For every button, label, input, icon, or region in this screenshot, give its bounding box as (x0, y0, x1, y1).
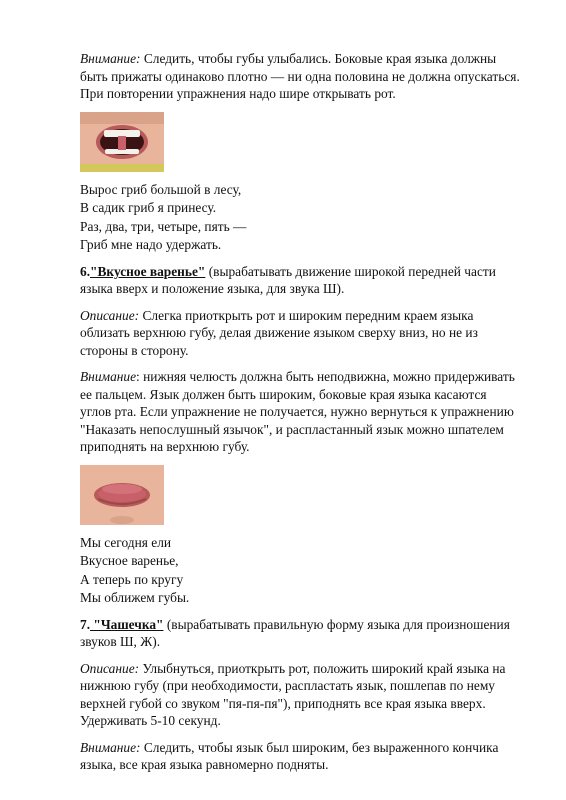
poem-line: Мы сегодня ели (80, 534, 172, 550)
attention-paragraph-1 (80, 50, 520, 103)
poem-line: Гриб мне надо удержать. (80, 237, 222, 252)
exercise-7-description (80, 660, 520, 730)
attention-text: Следить, чтобы губы улыбались. Боковые края языка должны быть прижаты одинаково плотно — ни одна половина не должна опускаться. При повторении упражнения надо шире открывать рот. (80, 51, 520, 101)
document-page (80, 50, 520, 783)
exercise-6-description (80, 307, 520, 360)
poem-jam (80, 534, 520, 608)
exercise-6-attention (80, 368, 520, 456)
poem-line: Вкусное варенье, (80, 553, 179, 568)
description-text: Слегка приоткрыть рот и широким передним краем языка облизать верхнюю губу, делая движение языком сверху вниз, но не из стороны в сторону. (80, 307, 478, 358)
exercise-number: 7. (80, 616, 91, 632)
mouth-photo-jam (80, 465, 164, 525)
attention-text: : нижняя челюсть должна быть неподвижна, можно придерживать ее пальцем. Язык должен быть широким, боковые края языка касаются углов рта. Если упражнение не получается, нужно вернуться к упражнению "Наказать непослушный язычок", и распластанный язык можно шпателем приподнять на верхнюю губу. (80, 369, 515, 454)
exercise-7-heading (80, 616, 520, 651)
poem-line: В садик гриб я принесу. (80, 200, 217, 215)
attention-label: Внимание: (80, 51, 141, 66)
poem-mushroom (80, 181, 520, 255)
exercise-desc: (вырабатывать движение широкой передней части языка вверх и положение языка, для звука Ш). (80, 263, 496, 296)
mouth-photo-mushroom (80, 112, 164, 172)
exercise-6-heading (80, 263, 520, 298)
exercise-title: "Вкусное варенье" (90, 263, 206, 279)
poem-line: Вырос гриб большой в лесу, (80, 181, 242, 197)
attention-text: Следить, чтобы язык был широким, без выраженного кончика языка, все края языка равномерно подняты. (80, 739, 499, 772)
poem-line: Мы оближем губы. (80, 590, 190, 605)
description-label: Описание: (80, 660, 140, 676)
exercise-desc: (вырабатывать правильную форму языка для произношения звуков Ш, Ж). (80, 616, 510, 649)
exercise-number: 6. (80, 263, 91, 279)
exercise-title: "Чашечка" (90, 616, 164, 632)
attention-label: Внимание (80, 369, 137, 384)
description-label: Описание: (80, 307, 140, 323)
poem-line: Раз, два, три, четыре, пять — (80, 218, 247, 234)
exercise-7-attention (80, 739, 520, 774)
poem-line: А теперь по кругу (80, 571, 184, 587)
attention-label: Внимание: (80, 739, 141, 755)
description-text: Улыбнуться, приоткрыть рот, положить широкий край языка на нижнюю губу (при необходимости, распластать язык, пошлепав по нему верхней губой со звуком "пя-пя-пя"), приподнять все края языка вверх. Удерживать 5-10 секунд. (80, 660, 506, 728)
